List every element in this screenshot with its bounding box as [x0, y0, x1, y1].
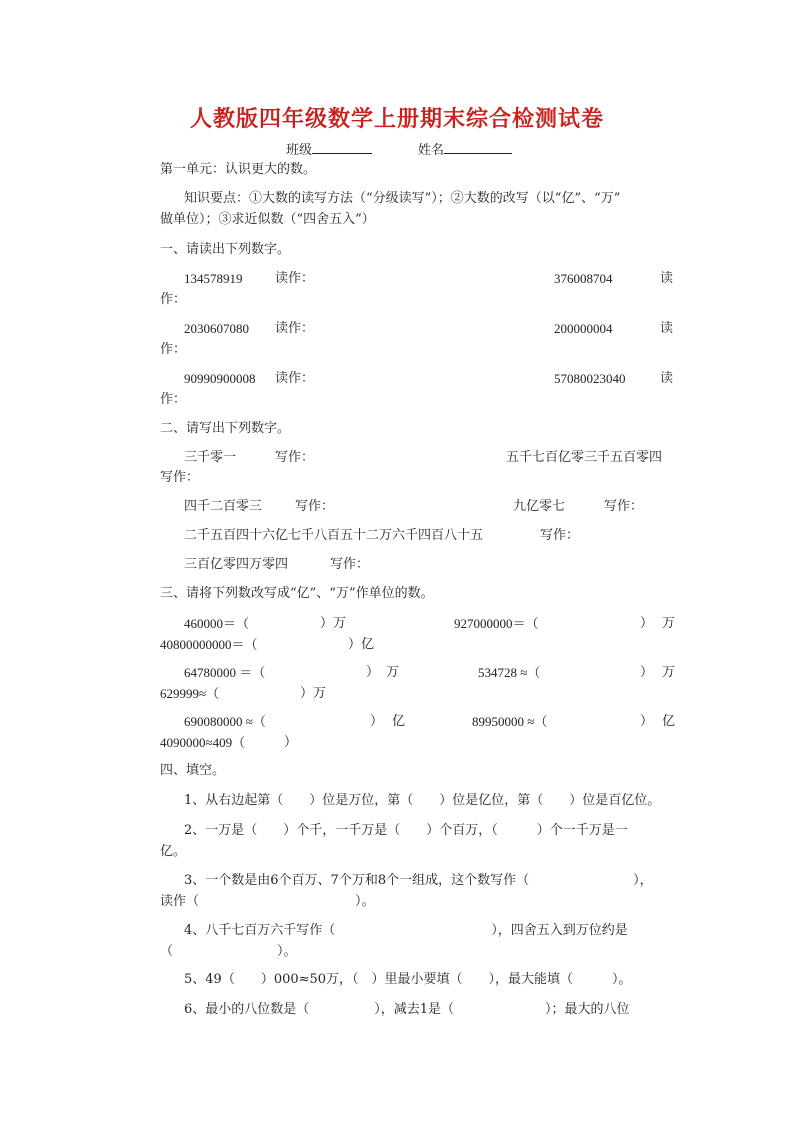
rewrite-close: ） — [640, 714, 654, 729]
read-number: 57080023040 — [554, 371, 626, 386]
write-item: 四千二百零三 — [184, 499, 263, 514]
read-label: 读作： — [275, 321, 315, 336]
rewrite-unit: ）万 — [320, 616, 347, 631]
write-label: 写作： — [160, 470, 200, 485]
name-field — [418, 141, 512, 159]
class-blank[interactable] — [312, 141, 372, 154]
read-number: 134578919 — [184, 271, 243, 286]
write-item: 三百亿零四万零四 — [184, 557, 289, 572]
write-label: 写作： — [540, 528, 580, 543]
rewrite-close: ） — [366, 665, 380, 680]
rewrite-expr: 460000＝（ — [184, 616, 250, 631]
rewrite-expr: 629999≈（ — [160, 686, 220, 701]
write-item: 二千五百四十六亿七千八百五十二万六千四百八十五 — [184, 528, 484, 543]
read-number: 200000004 — [554, 321, 613, 336]
unit-title: 第一单元：认识更大的数。 — [160, 162, 317, 177]
read-char: 读 — [660, 321, 674, 336]
rewrite-expr: 40800000000＝（ — [160, 637, 258, 652]
question-2: 2、一万是（ ）个千，一千万是（ ）个百万，（ ）个一千万是一 — [184, 823, 628, 838]
rewrite-close: ） — [370, 714, 384, 729]
write-label: 写作： — [275, 450, 315, 465]
page-title: 人教版四年级数学上册期末综合检测试卷 — [189, 107, 604, 132]
read-char: 读 — [660, 271, 674, 286]
rewrite-unit: 万 — [386, 665, 400, 680]
question-5: 5、49（ ）000≈50万，（ ）里最小要填（ ），最大能填（ ）。 — [184, 972, 632, 987]
rewrite-unit: ）万 — [300, 686, 327, 701]
read-zuo: 作： — [160, 292, 187, 307]
section-2-heading: 二、请写出下列数字。 — [160, 421, 291, 436]
write-item: 三千零一 — [184, 450, 237, 465]
question-4-cont: （ ）。 — [160, 944, 297, 959]
name-label: 姓名 — [418, 143, 445, 158]
question-2-cont: 亿。 — [160, 844, 187, 859]
rewrite-unit: 万 — [662, 616, 676, 631]
class-label: 班级 — [286, 143, 313, 158]
rewrite-unit: 万 — [662, 665, 676, 680]
read-number: 90990900008 — [184, 371, 256, 386]
read-label: 读作： — [275, 271, 315, 286]
question-4: 4、八千七百万六千写作（ ），四舍五入到万位约是 — [184, 923, 628, 938]
rewrite-expr: 927000000＝（ — [454, 616, 539, 631]
write-label: 写作： — [604, 499, 644, 514]
section-4-heading: 四、填空。 — [160, 763, 226, 778]
rewrite-close: ） — [640, 665, 654, 680]
write-label: 写作： — [330, 557, 370, 572]
question-3-cont: 读作（ ）。 — [160, 894, 375, 909]
write-item: 五千七百亿零三千五百零四 — [506, 450, 663, 465]
read-zuo: 作： — [160, 342, 187, 357]
class-field — [286, 141, 372, 159]
rewrite-expr: 534728 ≈（ — [478, 665, 541, 680]
read-label: 读作： — [275, 371, 315, 386]
rewrite-expr: 690080000 ≈（ — [184, 714, 266, 729]
question-1: 1、从右边起第（ ）位是万位，第（ ）位是亿位，第（ ）位是百亿位。 — [184, 793, 661, 808]
rewrite-expr: 4090000≈409（ — [160, 735, 246, 750]
rewrite-expr: 64780000 ＝（ — [184, 665, 266, 680]
read-number: 376008704 — [554, 271, 613, 286]
read-zuo: 作： — [160, 392, 187, 407]
write-item: 九亿零七 — [513, 499, 566, 514]
rewrite-close: ） — [640, 616, 654, 631]
knowledge-points-line-1: 知识要点：①大数的读写方法（“分级读写”）；②大数的改写（以“亿”、“万” — [184, 191, 621, 206]
write-label: 写作： — [295, 499, 335, 514]
rewrite-unit: 亿 — [662, 714, 676, 729]
question-6: 6、最小的八位数是（ ），减去1是（ ）；最大的八位 — [184, 1002, 630, 1017]
knowledge-points-line-2: 做单位）；③求近似数（“四舍五入”） — [160, 212, 375, 227]
rewrite-close: ） — [284, 735, 298, 750]
rewrite-expr: 89950000 ≈（ — [472, 714, 548, 729]
section-1-heading: 一、请读出下列数字。 — [160, 242, 291, 257]
section-3-heading: 三、请将下列数改写成“亿”、“万”作单位的数。 — [160, 586, 434, 601]
rewrite-unit: ）亿 — [348, 637, 375, 652]
question-3: 3、一个数是由6个百万、7个万和8个一组成，这个数写作（ ）， — [184, 873, 653, 888]
read-char: 读 — [660, 371, 674, 386]
read-number: 2030607080 — [184, 321, 249, 336]
name-blank[interactable] — [444, 141, 512, 154]
rewrite-unit: 亿 — [392, 714, 406, 729]
